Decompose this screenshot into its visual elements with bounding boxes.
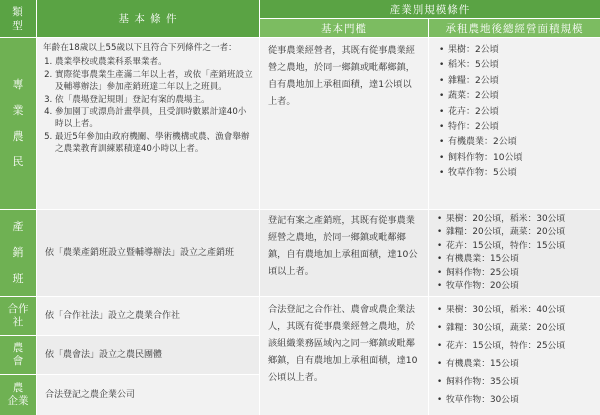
scale-item: • 牧草作物：20公頃	[437, 280, 592, 293]
header-basic-threshold	[260, 19, 428, 37]
scale-item: • 有機農業：2公頃	[439, 135, 590, 150]
condition-text: 合法登記之農企業公司	[45, 389, 136, 400]
threshold-text: 登記有案之產銷班，其既有從事農業經營之農地，於同一鄉鎮或毗鄰鄉鎮，自有農地加上承租面積，達10公頃以上者。	[268, 215, 418, 277]
condition-item: 1. 農業學校或農業科系畢業者。	[55, 56, 253, 68]
scale-item: • 花卉：2公頃	[439, 105, 590, 120]
scale-item: • 果樹：2公頃	[439, 43, 590, 58]
production-marketing-threshold	[260, 210, 428, 296]
condition-text: 依「合作社法」設立之農業合作社	[45, 310, 181, 321]
scale-item: • 有機農業：15公頃	[437, 355, 592, 373]
scale-item: • 花卉：15公頃，特作：25公頃	[437, 337, 592, 355]
conditions-list	[43, 56, 253, 155]
condition-item: 2. 實際從事農業生產滿二年以上者，或依「產銷班設立及輔導辦法」參加產銷班達二年以上之班員。	[55, 69, 253, 94]
category-char: 社	[12, 316, 24, 328]
header-lease-scale-label: 承租農地後總經營面積規模	[445, 22, 584, 35]
scale-item: • 蔬菜：2公頃	[439, 89, 590, 104]
scale-item: • 有機農業：15公頃	[437, 253, 592, 266]
scale-item: • 花卉：15公頃，特作：15公頃	[437, 240, 592, 253]
scale-item: • 雜糧：30公頃，蔬菜：20公頃	[437, 319, 592, 337]
scale-item: • 稻米：5公頃	[439, 58, 590, 73]
group-scale	[429, 297, 600, 415]
category-farmers-association	[0, 336, 36, 374]
category-char: 產	[12, 220, 24, 234]
header-industry-scale	[260, 0, 600, 18]
category-char: 業	[12, 103, 24, 117]
category-char: 企業	[7, 395, 29, 407]
header-basic-conditions	[37, 0, 259, 37]
category-char: 農	[12, 129, 24, 143]
header-lease-scale	[429, 19, 600, 37]
category-char: 民	[12, 155, 24, 169]
scale-item: • 雜糧：20公頃，蔬菜：20公頃	[437, 226, 592, 239]
category-production-marketing-group	[0, 210, 36, 296]
scale-item: • 牧草作物：30公頃	[437, 391, 592, 409]
cooperative-condition	[37, 297, 259, 335]
condition-item: 4. 參加園丁或漂鳥計畫學員，且受訓時數累計達40小時以上者。	[55, 106, 253, 131]
scale-item: • 果樹：30公頃，稻米：40公頃	[437, 301, 592, 319]
scale-item: • 牧草作物：5公頃	[439, 166, 590, 181]
scale-item: • 飼料作物：10公頃	[439, 151, 590, 166]
category-professional-farmer	[0, 38, 36, 209]
condition-text: 依「農業產銷班設立暨輔導辦法」設立之產銷班	[45, 248, 235, 258]
category-char: 農	[12, 381, 24, 394]
agricultural-enterprise-condition	[37, 375, 259, 415]
conditions-intro: 年齡在18歲以上55歲以下且符合下列條件之一者：	[43, 43, 237, 53]
scale-list	[439, 43, 590, 182]
category-cooperative	[0, 297, 36, 335]
category-agricultural-enterprise	[0, 375, 36, 415]
production-marketing-scale	[429, 210, 600, 296]
professional-farmer-threshold	[260, 38, 428, 209]
category-char: 農	[12, 341, 24, 354]
header-basic-conditions-label: 基 本 條 件	[118, 13, 178, 25]
category-char: 銷	[12, 246, 24, 260]
scale-item: • 飼料作物：25公頃	[437, 267, 592, 280]
category-char: 合作	[7, 302, 29, 315]
header-type-label: 類型	[12, 5, 24, 32]
condition-item: 3. 依「農場登記規則」登記有案的農場主。	[55, 94, 253, 106]
scale-item: • 飼料作物：35公頃	[437, 373, 592, 391]
header-basic-threshold-label: 基本門檻	[321, 22, 367, 35]
production-marketing-condition	[37, 210, 259, 296]
scale-item: • 果樹：20公頃，稻米：30公頃	[437, 213, 592, 226]
farmers-association-condition	[37, 336, 259, 374]
scale-item: • 雜糧：2公頃	[439, 74, 590, 89]
professional-farmer-scale	[429, 38, 600, 209]
scale-list	[437, 301, 592, 409]
header-type	[0, 0, 36, 37]
category-char: 專	[12, 78, 24, 91]
condition-item: 5. 最近5年參加由政府機關、學術機構或農、漁會舉辦之農業教育訓練累積達40小時以上者。	[55, 131, 253, 156]
threshold-text: 從事農業經營者，其既有從事農業經營之農地，於同一鄉鎮或毗鄰鄉鎮，自有農地加上承租面積，達1公頃以上者。	[268, 45, 415, 107]
scale-item: • 特作：2公頃	[439, 120, 590, 135]
professional-farmer-conditions	[37, 38, 259, 209]
condition-text: 依「農會法」設立之農民團體	[45, 349, 163, 360]
scale-list	[437, 213, 592, 293]
category-char: 會	[12, 355, 24, 367]
header-industry-scale-label: 產業別規模條件	[389, 3, 471, 16]
category-char: 班	[12, 271, 24, 285]
threshold-text: 合法登記之合作社、農會或農企業法人，其既有從事農業經營之農地，於該組織業務區域內之同一鄉鎮或毗鄰鄉鎮，自有農地加上承租面積，達10公頃以上者。	[268, 304, 418, 383]
group-threshold	[260, 297, 428, 415]
